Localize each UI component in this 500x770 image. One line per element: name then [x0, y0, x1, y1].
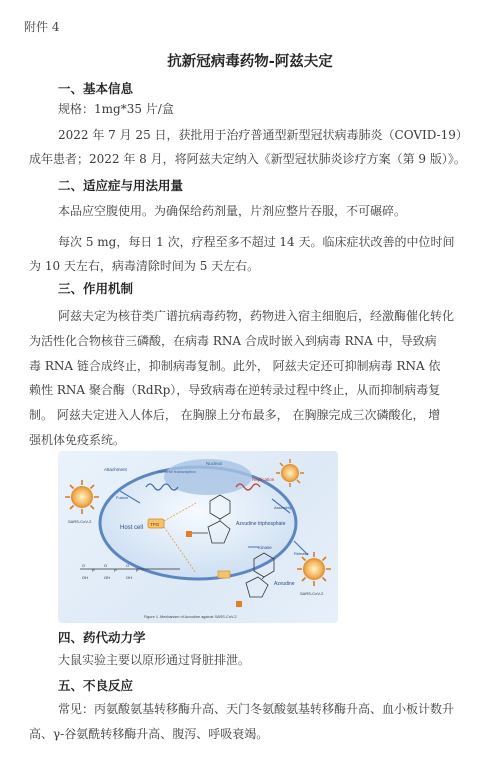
attachment-label: 附件 4 — [24, 20, 60, 34]
mechanism-line-3: 毒 RNA 链合成终止，抑制病毒复制。此外， 阿兹夫定还可抑制病毒 RNA 依 — [29, 359, 441, 373]
svg-text:O: O — [126, 563, 130, 568]
ho-box — [218, 571, 230, 578]
indications-line-3: 为 10 天左右，病毒清除时间为 5 天左右。 — [29, 259, 260, 273]
svg-text:P: P — [136, 568, 139, 573]
sars-right-label: SARS-CoV-2 — [300, 591, 324, 596]
mechanism-figure — [58, 451, 338, 623]
adverse-line-1: 常见：丙氨酸氨基转移酶升高、天门冬氨酸氨基转移酶升高、血小板计数升 — [58, 702, 455, 716]
svg-text:O: O — [82, 563, 86, 568]
indications-line-2: 每次 5 mg，每日 1 次，疗程至多不超过 14 天。临床症状改善的中位时间 — [58, 235, 455, 249]
mechanism-line-1: 阿兹夫定为核苷类广谱抗病毒药物，药物进入宿主细胞后，经激酶催化转化 — [58, 309, 455, 323]
replication-label: Replication — [252, 477, 275, 482]
mechanism-line-5: 制。 阿兹夫定进入人体后， 在胸腺上分布最多， 在胸腺完成三次磷酸化， 增 — [29, 408, 441, 422]
section-basic-info-heading: 一、基本信息 — [58, 81, 134, 96]
approval-line-1: 2022 年 7 月 25 日，获批用于治疗普通型新型冠状病毒肺炎（COVID-19） — [58, 128, 468, 142]
virus-right — [297, 552, 331, 586]
mechanism-line-6: 强机体免疫系统。 — [29, 433, 126, 447]
section-mechanism-heading: 三、作用机制 — [58, 281, 134, 296]
host-cell-label: Host cell — [120, 525, 144, 531]
virus-left — [65, 480, 99, 514]
reverse-transcription-label: Reverse transcription — [158, 469, 196, 474]
assembly-label: Assembly — [274, 505, 292, 510]
fusion-label: Fusion — [116, 495, 129, 500]
svg-text:OH: OH — [126, 575, 132, 580]
attachment-label-fig: Attachment — [104, 467, 127, 472]
tpo-label: TPO — [150, 522, 160, 527]
pharmacokinetics-line-1: 大鼠实验主要以原形通过肾脏排泄。 — [58, 653, 251, 667]
kinase-label: Kinase — [258, 545, 272, 550]
document-title: 抗新冠病毒药物-阿兹夫定 — [167, 54, 333, 70]
section-adverse-reactions-heading: 五、不良反应 — [58, 678, 134, 693]
svg-text:OH: OH — [82, 575, 88, 580]
sars-left-label: SARS-CoV-2 — [68, 519, 92, 524]
n3-marker-2 — [236, 601, 242, 607]
figure-caption: Figure 1. Mechanism of Azvudine against SARS-CoV-2 — [144, 615, 237, 619]
n3-marker — [186, 531, 192, 537]
triphosphate-label: Azvudine triphosphate — [236, 521, 286, 527]
azvudine-label: Azvudine — [274, 581, 295, 587]
section-indications-heading: 二、适应症与用法用量 — [58, 178, 184, 193]
release-label: Release — [294, 551, 309, 556]
svg-text:O: O — [104, 563, 108, 568]
mechanism-diagram — [58, 451, 338, 623]
svg-text:P: P — [114, 568, 117, 573]
section-pharmacokinetics-heading: 四、药代动力学 — [58, 630, 146, 645]
mechanism-line-2: 为活性化合物核苷三磷酸，在病毒 RNA 合成时嵌入到病毒 RNA 中，导致病 — [29, 334, 437, 348]
approval-line-2: 成年患者；2022 年 8 月，将阿兹夫定纳入《新型冠状肺炎诊疗方案（第 9 版）》。 — [29, 152, 466, 166]
nucleus-label: Nucleus — [206, 461, 223, 466]
indications-line-1: 本品应空腹使用。为确保给药剂量，片剂应整片吞服，不可碾碎。 — [58, 204, 407, 218]
svg-text:P: P — [92, 568, 95, 573]
adverse-line-2: 高、γ-谷氨酰转移酶升高、腹泻、呼吸衰竭。 — [29, 727, 269, 741]
spec-text: 规格：1mg*35 片/盒 — [58, 102, 174, 116]
mechanism-line-4: 赖性 RNA 聚合酶（RdRp），导致病毒在逆转录过程中终止，从而抑制病毒复 — [29, 383, 441, 397]
virus-top-right — [276, 459, 304, 487]
svg-text:OH: OH — [104, 575, 110, 580]
